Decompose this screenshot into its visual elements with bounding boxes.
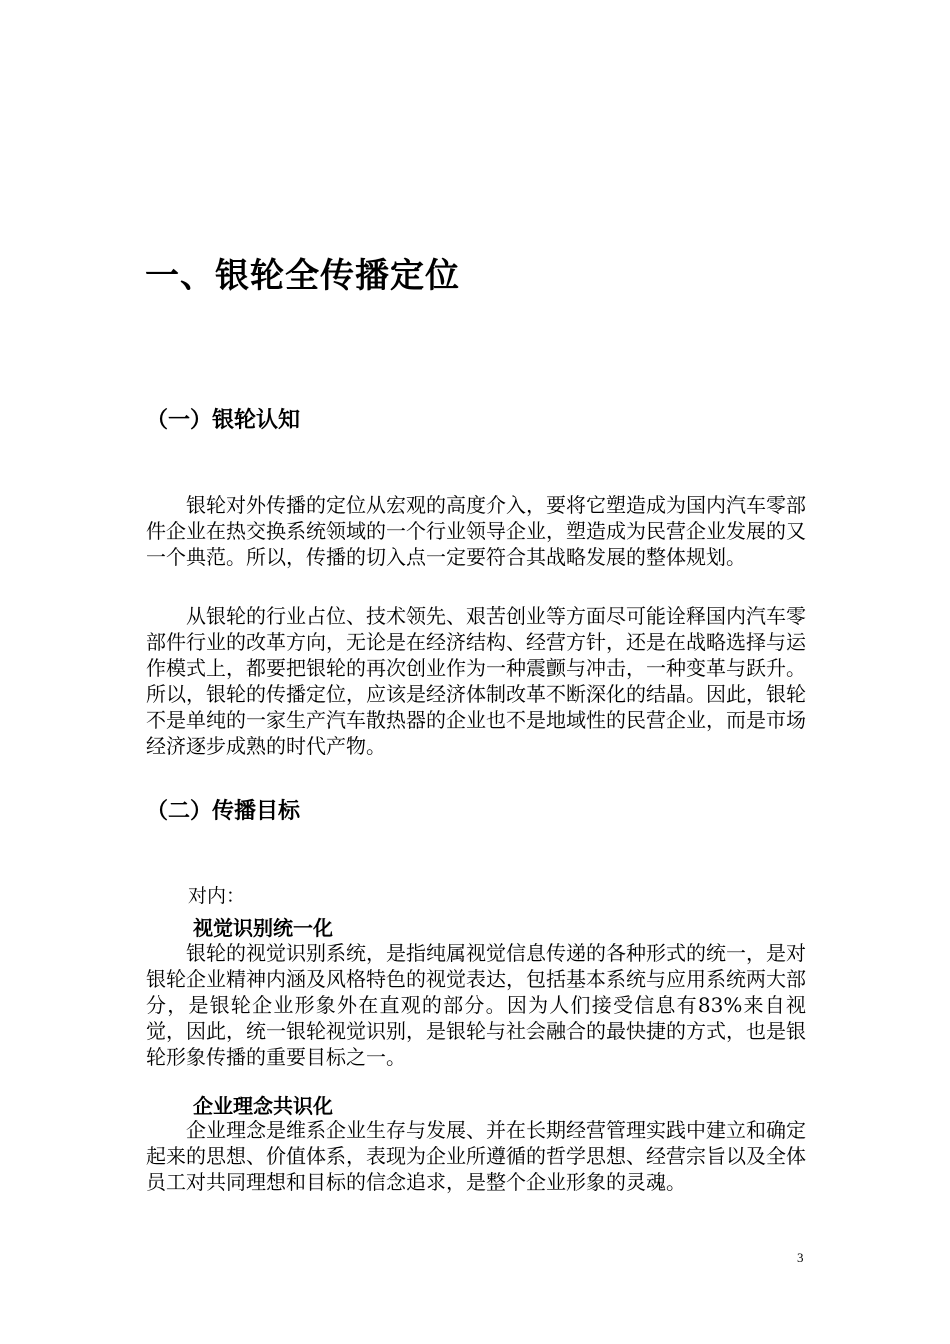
body-paragraph: 企业理念是维系企业生存与发展、并在长期经营管理实践中建立和确定起来的思想、价值体系，表现为企业所遵循的哲学思想、经营宗旨以及全体员工对共同理想和目标的信念追求，是整个企业形象的灵魂。 (146, 1118, 806, 1194)
section-heading-cognition: （一）银轮认知 (146, 408, 301, 433)
body-paragraph: 从银轮的行业占位、技术领先、艰苦创业等方面尽可能诠释国内汽车零部件行业的改革方向，无论是在经济结构、经营方针，还是在战略选择与运作模式上，都要把银轮的再次创业作为一种震颤与冲击，一种变革与跃升。所以，银轮的传播定位，应该是经济体制改革不断深化的结晶。因此，银轮不是单纯的一家生产汽车散热器的企业也不是地域性的民营企业，而是市场经济逐步成熟的时代产物。 (146, 604, 806, 758)
body-paragraph: 银轮的视觉识别系统，是指纯属视觉信息传递的各种形式的统一，是对银轮企业精神内涵及风格特色的视觉表达，包括基本系统与应用系统两大部分，是银轮企业形象外在直观的部分。因为人们接受信息有83%来自视觉，因此，统一银轮视觉识别，是银轮与社会融合的最快捷的方式，也是银轮形象传播的重要目标之一。 (146, 941, 806, 1069)
goal-title-corporate-philosophy: 企业理念共识化 (193, 1094, 333, 1118)
internal-label: 对内： (188, 885, 246, 907)
chapter-title: 一、银轮全传播定位 (145, 256, 460, 296)
goal-title-visual-identity: 视觉识别统一化 (193, 916, 333, 940)
section-heading-goals: （二）传播目标 (146, 799, 301, 824)
page-number: 3 (797, 1250, 804, 1265)
body-paragraph: 银轮对外传播的定位从宏观的高度介入，要将它塑造成为国内汽车零部件企业在热交换系统领域的一个行业领导企业，塑造成为民营企业发展的又一个典范。所以，传播的切入点一定要符合其战略发展的整体规划。 (146, 493, 806, 569)
